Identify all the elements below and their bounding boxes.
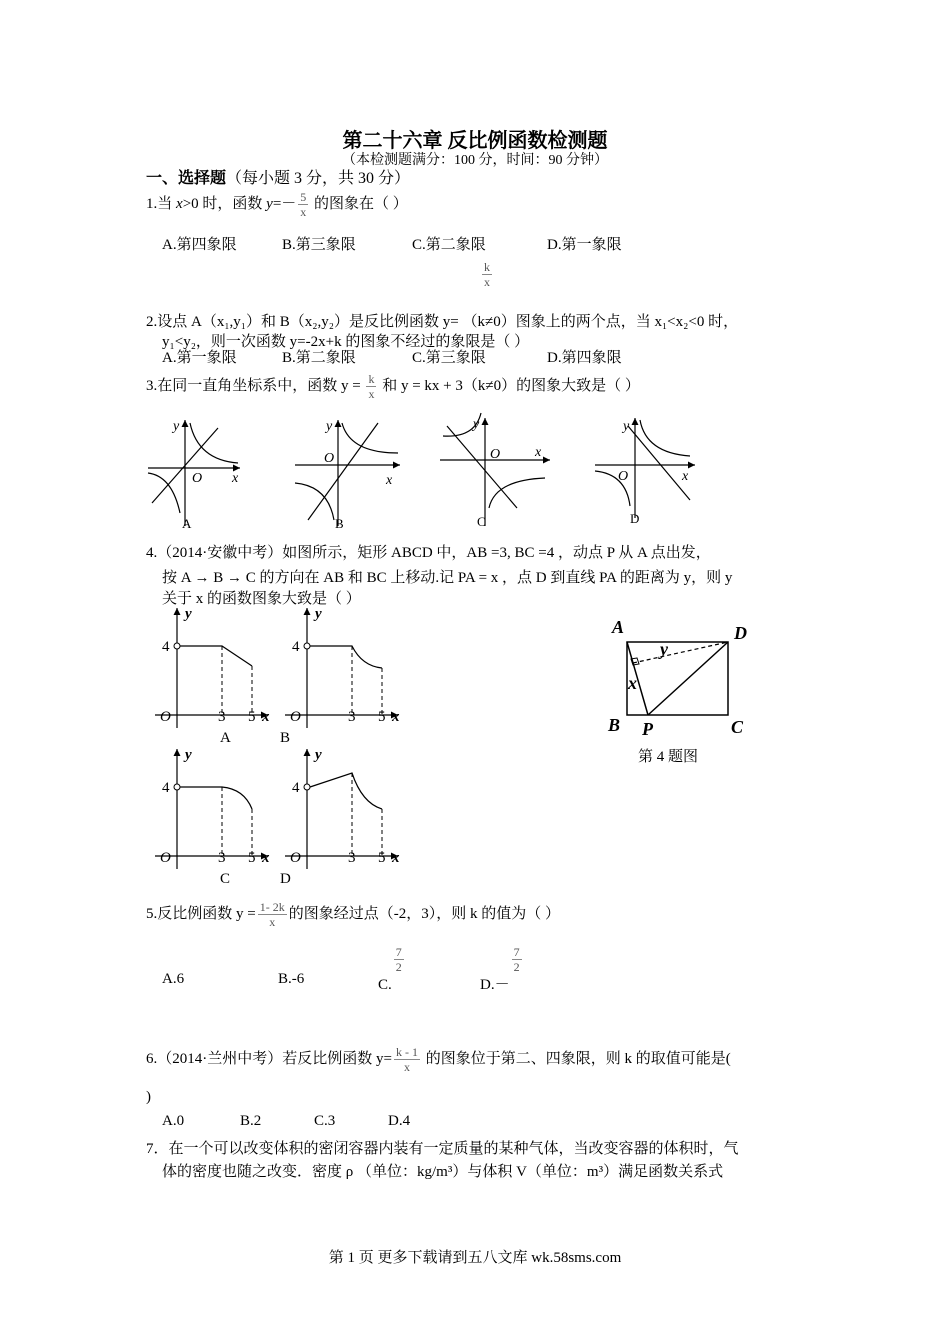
q4b-label: B [280,730,291,746]
section-heading [146,165,410,188]
q5-option-b: B.-6 [278,971,305,987]
q5d-num: 7 [513,945,520,959]
q4-line3: 关于 x 的函数图象大致是（ ） [162,591,361,607]
section-note: （每小题 3 分，共 30 分） [226,170,411,187]
fig-label-x: x [628,673,637,693]
q4b-origin: O [290,709,301,725]
q4-line2: 按 A → B → C 的方向在 AB 和 BC 上移动.记 PA = x ，点 D 到直线 PA 的距离为 y，则 y [162,570,733,586]
q4c-xtick-5: 5 [248,850,256,866]
q4a-x-label: x [262,709,270,725]
q3c-origin: O [490,447,501,462]
fig-caption: 第 4 题图 [638,749,699,765]
q3-graph-a [148,419,240,531]
q2-line2: y₁<y₂，则一次函数 y=-2x+k 的图象不经过的象限是（ ） [162,334,530,350]
q5-text-b: 的图象经过点（-2，3），则 k 的值为（ ） [288,905,560,922]
q6-fraction [394,1045,420,1074]
q5-option-d-frac [512,945,522,974]
q2-option-a: A.第一象限 [162,350,237,366]
q3d-label: D [630,511,640,526]
q4d-xtick-5: 5 [378,850,386,866]
question-3 [146,372,640,401]
q3d-origin: O [618,469,629,484]
q1-text-c: =－ [272,195,297,212]
q4c-label: C [220,871,231,887]
q4a-origin: O [160,709,171,725]
q3a-origin: O [192,471,203,486]
page-footer: 第 1 页 更多下载请到五八文库 wk.58sms.com [328,1250,622,1266]
q1-frac-num: 5 [300,190,307,204]
q4d-x-label: x [392,850,400,866]
q3b-x-label: x [386,473,393,488]
q4b-x-label: x [392,709,400,725]
q3-graphs [140,408,720,533]
fig-label-y: y [660,639,668,659]
q4-figure [600,615,770,775]
section-title: 一、选择题 [146,170,227,187]
q3c-x-label: x [535,445,542,460]
q4a-xtick-5: 5 [248,709,256,725]
q3d-y-label: y [623,419,630,434]
q5c-num: 7 [395,945,402,959]
q1-option-b: B.第三象限 [282,237,356,253]
q3-graph-d [595,418,695,526]
q4d-origin: O [290,850,301,866]
q2-option-c: C.第三象限 [412,350,486,366]
page-title: 第二十六章 反比例函数检测题 [342,130,608,152]
q6-option-c: C.3 [314,1113,336,1129]
q4c-origin: O [160,850,171,866]
q3a-y-label: y [173,419,180,434]
q4d-y-label: y [315,747,322,763]
page-subtitle: （本检测题满分：100 分，时间：90 分钟） [342,153,608,168]
q3-text-b: 和 y = kx + 3（k≠0）的图象大致是（ ） [378,377,640,394]
q2-fraction [480,260,494,289]
q5-option-d [480,945,524,1000]
fig-point-d: D [734,623,747,643]
q3-frac-num: k [368,372,375,386]
question-1 [146,190,408,219]
q4b-xtick-5: 5 [378,709,386,725]
q5-option-c [378,945,406,1000]
q4c-xtick-3: 3 [218,850,226,866]
q5-option-d-label: D.－ [480,976,510,993]
q5-option-a: A.6 [162,971,185,987]
q7-line2: 体的密度也随之改变．密度 ρ （单位：kg/m³）与体积 V（单位：m³）满足函数关系式 [162,1164,724,1180]
q2-option-d: D.第四象限 [547,350,622,366]
q4d-xtick-3: 3 [348,850,356,866]
q1-fraction [298,190,308,219]
q4-graph-d [280,747,400,887]
q1-var-y: y [266,195,273,212]
fig-point-p: P [642,719,653,739]
q3c-label: C [477,514,486,529]
q4a-ytick: 4 [162,639,170,655]
q1-option-a: A.第四象限 [162,237,237,253]
q1-text: 1.当 [146,195,177,212]
q6-frac-num: k - 1 [395,1045,418,1059]
q5d-den: 2 [513,960,520,974]
q4-graph-c [155,747,270,887]
q1-text-d: 的图象在（ ） [310,195,408,212]
q1-var-x: x [176,195,183,212]
q7-line1: 7．在一个可以改变体积的密闭容器内装有一定质量的某种气体，当改变容器的体积时，气 [146,1141,739,1157]
q1-option-c: C.第二象限 [412,237,486,253]
question-6 [146,1045,731,1074]
q4-graph-a [155,606,270,746]
q3-text-a: 3.在同一直角坐标系中，函数 y = [146,377,365,394]
q6-close-paren: ) [146,1089,151,1105]
q4c-ytick: 4 [162,780,170,796]
q6-option-d: D.4 [388,1113,411,1129]
fig-point-c: C [731,717,744,737]
q5-fraction [258,900,287,929]
q6-text-b: 的图象位于第二、四象限，则 k 的取值可能是( [421,1050,731,1067]
q3b-y-label: y [326,419,333,434]
q5-option-c-label: C. [378,976,392,993]
q4d-ytick: 4 [292,780,300,796]
q3-graph-c [440,413,550,529]
q3c-y-label: y [473,417,480,432]
q5c-den: 2 [395,960,402,974]
q5-option-c-frac [394,945,404,974]
q2-option-b: B.第二象限 [282,350,356,366]
q4a-xtick-3: 3 [218,709,226,725]
q3-frac-den: x [368,387,375,401]
q4b-xtick-3: 3 [348,709,356,725]
q3d-x-label: x [682,469,689,484]
q4a-y-label: y [185,606,192,622]
q6-frac-den: x [403,1060,410,1074]
q5-frac-num: 1- 2k [259,900,285,914]
question-5 [146,900,560,929]
q5-text-a: 5.反比例函数 y = [146,905,256,922]
q4a-label: A [220,730,231,746]
q6-text-a: 6.（2014·兰州中考）若反比例函数 y= [146,1050,392,1067]
q1-frac-den: x [300,205,307,219]
q4b-ytick: 4 [292,639,300,655]
q4d-label: D [280,871,291,887]
q3-graph-b [295,419,400,531]
q2-line1: 2.设点 A（x₁,y₁）和 B（x₂,y₂）是反比例函数 y= （k≠0）图象上的两个点，当 x₁<x₂<0 时， [146,314,739,330]
q6-option-b: B.2 [240,1113,262,1129]
q1-text-b: >0 时，函数 [182,195,267,212]
q5-frac-den: x [269,915,276,929]
q4-graphs [140,600,430,890]
q4b-y-label: y [315,606,322,622]
q4-graph-b [280,606,400,746]
q3b-label: B [335,516,344,531]
q3b-origin: O [324,451,335,466]
q4c-x-label: x [262,850,270,866]
fig-point-a: A [612,617,625,637]
q6-option-a: A.0 [162,1113,185,1129]
q4c-y-label: y [185,747,192,763]
q1-option-d: D.第一象限 [547,237,622,253]
q3-fraction [366,372,376,401]
q3a-x-label: x [232,471,239,486]
q3a-label: A [182,516,192,531]
q2-frac-den: x [484,275,490,289]
fig-point-b: B [608,715,621,735]
q4-line1: 4.（2014·安徽中考）如图所示，矩形 ABCD 中，AB =3, BC =4 ，动点 P 从 A 点出发， [146,545,711,561]
q2-frac-num: k [484,260,490,274]
